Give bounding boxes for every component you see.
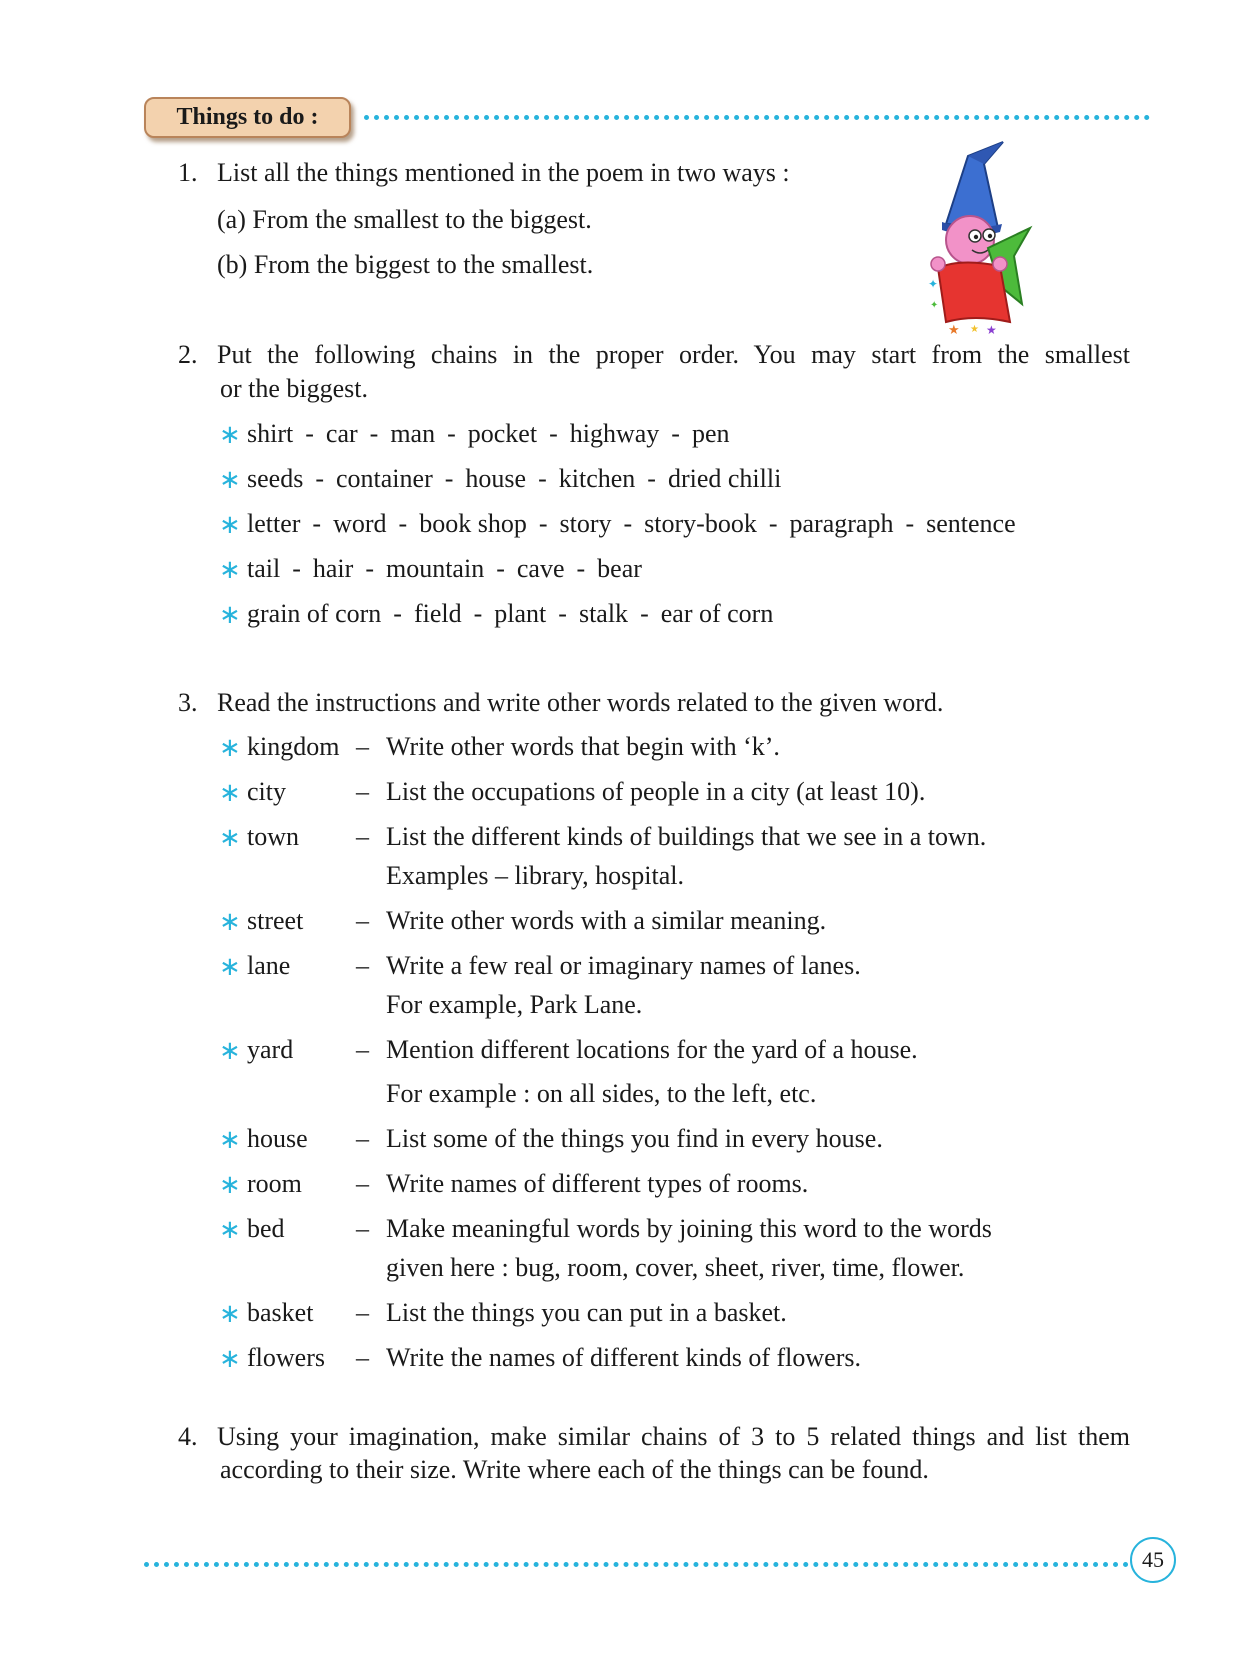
chain-separator: - (576, 554, 586, 583)
chain-separator: - (640, 599, 649, 628)
chain-separator: - (365, 554, 374, 583)
q2-text-line2: or the biggest. (220, 374, 369, 403)
bullet-icon: ∗ (219, 907, 241, 937)
q3-instruction: Mention different locations for the yard of a house. (386, 1035, 918, 1064)
bullet-icon: ∗ (219, 1036, 241, 1066)
dash: – (356, 1169, 369, 1198)
chain-item: seeds (247, 464, 304, 493)
chain-item: cave (516, 554, 565, 583)
chain-item: stalk (578, 599, 629, 628)
q3-instruction-cont: given here : bug, room, cover, sheet, river, time, flower. (386, 1253, 965, 1282)
chain-separator: - (305, 419, 314, 448)
q4-text-line1: Using your imagination, make similar chains of 3 to 5 related things and list them (217, 1422, 1130, 1451)
dash: – (356, 1298, 369, 1327)
page-number: 45 (1142, 1547, 1164, 1572)
chain-item: word (333, 509, 387, 538)
bullet-icon: ∗ (219, 823, 241, 853)
chain-item: pocket (467, 419, 538, 448)
bullet-icon: ∗ (219, 555, 241, 585)
bullet-icon: ∗ (219, 733, 241, 763)
q1-option-b: (b) From the biggest to the smallest. (217, 250, 594, 279)
q3-instruction: List the occupations of people in a city (at least 10). (386, 777, 926, 806)
chain-separator: - (558, 599, 567, 628)
svg-text:✦: ✦ (928, 277, 939, 291)
q3-word: yard (247, 1035, 294, 1064)
q3-instruction: Write a few real or imaginary names of lanes. (386, 951, 861, 980)
q3-instruction: List the different kinds of buildings that we see in a town. (386, 822, 987, 851)
bullet-icon: ∗ (219, 1299, 241, 1329)
chain-separator: - (393, 599, 402, 628)
svg-text:★: ★ (948, 323, 960, 336)
section-title-tag (144, 97, 351, 138)
chain-item: sentence (926, 509, 1016, 538)
chain-item: container (336, 464, 433, 493)
chain-item: letter (247, 509, 301, 538)
chain-separator: - (447, 419, 456, 448)
bullet-icon: ∗ (219, 510, 241, 540)
q2-number: 2. (178, 340, 198, 369)
chain-item: tail (247, 554, 281, 583)
chain-item: field (413, 599, 462, 628)
dash: – (356, 1343, 369, 1372)
bottom-dotted-rule (144, 1562, 1129, 1567)
page-number-badge (1130, 1537, 1176, 1583)
bullet-icon: ∗ (219, 420, 241, 450)
bullet-icon: ∗ (219, 1170, 241, 1200)
chain-5 (247, 599, 773, 629)
q3-instruction: Write names of different types of rooms. (386, 1169, 809, 1198)
wizard-illustration (928, 136, 1078, 336)
chain-separator: - (315, 464, 324, 493)
dash: – (356, 822, 369, 851)
q3-instruction-cont: For example : on all sides, to the left, etc. (386, 1079, 817, 1108)
q3-instruction: List the things you can put in a basket. (386, 1298, 787, 1327)
dash: – (356, 906, 369, 935)
chain-item: pen (691, 419, 730, 448)
chain-item: plant (494, 599, 547, 628)
section-title: Things to do : (176, 104, 319, 130)
bullet-icon: ∗ (219, 778, 241, 808)
chain-4 (247, 554, 642, 584)
dash: – (356, 951, 369, 980)
q4-number: 4. (178, 1422, 198, 1451)
chain-item: book shop (419, 509, 527, 538)
chain-separator: - (292, 554, 301, 583)
q3-instruction: Make meaningful words by joining this word to the words (386, 1214, 992, 1243)
q1-text: List all the things mentioned in the poem in two ways : (217, 158, 790, 187)
dash: – (356, 1214, 369, 1243)
chain-separator: - (768, 509, 778, 538)
bullet-icon: ∗ (219, 1215, 241, 1245)
q3-text: Read the instructions and write other words related to the given word. (217, 688, 944, 717)
q3-word: flowers (247, 1343, 325, 1372)
dash: – (356, 732, 369, 761)
chain-separator: - (549, 419, 558, 448)
dash: – (356, 777, 369, 806)
top-dotted-rule (364, 115, 1150, 120)
chain-separator: - (369, 419, 379, 448)
q3-word: city (247, 777, 286, 806)
q1-number: 1. (178, 158, 198, 187)
q3-word: town (247, 822, 299, 851)
chain-separator: - (444, 464, 454, 493)
chain-item: story (559, 509, 612, 538)
chain-3 (247, 509, 1016, 539)
chain-item: story-book (644, 509, 757, 538)
q3-word: room (247, 1169, 302, 1198)
svg-text:✦: ✦ (930, 300, 939, 311)
chain-item: bear (597, 554, 642, 583)
chain-separator: - (538, 509, 548, 538)
bullet-icon: ∗ (219, 465, 241, 495)
dash: – (356, 1035, 369, 1064)
chain-item: grain of corn (247, 599, 382, 628)
q3-word: bed (247, 1214, 285, 1243)
chain-2 (247, 464, 781, 494)
q3-word: kingdom (247, 732, 340, 761)
chain-separator: - (473, 599, 483, 628)
chain-separator: - (312, 509, 322, 538)
chain-item: ear of corn (660, 599, 774, 628)
chain-separator: - (496, 554, 505, 583)
q3-number: 3. (178, 688, 198, 717)
svg-text:★: ★ (986, 323, 997, 336)
dash: – (356, 1124, 369, 1153)
q3-instruction: Write the names of different kinds of flowers. (386, 1343, 861, 1372)
chain-separator: - (905, 509, 915, 538)
q3-word: lane (247, 951, 291, 980)
chain-item: car (325, 419, 358, 448)
chain-item: man (390, 419, 436, 448)
chain-item: paragraph (789, 509, 894, 538)
chain-item: shirt (247, 419, 294, 448)
chain-item: kitchen (558, 464, 636, 493)
chain-item: highway (569, 419, 660, 448)
chain-item: dried chilli (667, 464, 782, 493)
chain-1 (247, 419, 730, 449)
chain-item: hair (312, 554, 354, 583)
chain-separator: - (647, 464, 656, 493)
q2-text-line1: Put the following chains in the proper order. You may start from the smallest (217, 340, 1130, 369)
q3-instruction: List some of the things you find in every house. (386, 1124, 883, 1153)
bullet-icon: ∗ (219, 1125, 241, 1155)
q1-option-a: (a) From the smallest to the biggest. (217, 205, 592, 234)
q3-instruction: Write other words with a similar meaning. (386, 906, 827, 935)
q3-instruction-cont: For example, Park Lane. (386, 990, 643, 1019)
q3-instruction-cont: Examples – library, hospital. (386, 861, 684, 890)
q3-instruction: Write other words that begin with ‘k’. (386, 732, 780, 761)
bullet-icon: ∗ (219, 600, 241, 630)
chain-separator: - (538, 464, 547, 493)
q3-word: house (247, 1124, 308, 1153)
chain-item: house (465, 464, 527, 493)
chain-item: mountain (385, 554, 485, 583)
q3-word: street (247, 906, 304, 935)
chain-separator: - (623, 509, 633, 538)
q3-word: basket (247, 1298, 314, 1327)
bullet-icon: ∗ (219, 1344, 241, 1374)
chain-separator: - (671, 419, 680, 448)
svg-text:★: ★ (970, 324, 979, 335)
q4-text-line2: according to their size. Write where each of the things can be found. (220, 1455, 929, 1484)
bullet-icon: ∗ (219, 952, 241, 982)
chain-separator: - (398, 509, 408, 538)
